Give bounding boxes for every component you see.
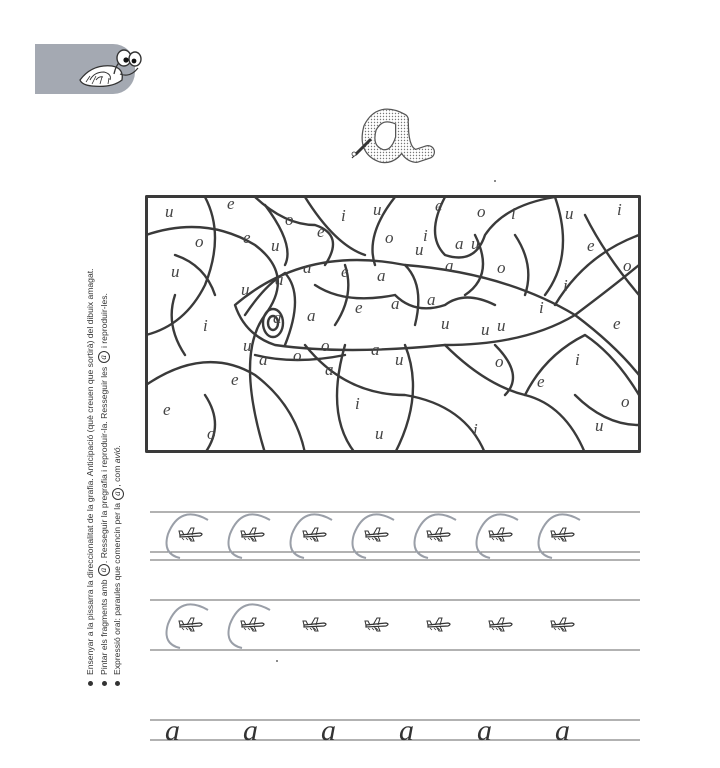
mosaic-letter: o	[477, 202, 486, 221]
mosaic-letter: e	[317, 222, 325, 241]
bullet-icon	[88, 681, 93, 686]
mosaic-letter: o	[497, 258, 506, 277]
mosaic-letter: u	[481, 320, 490, 339]
writing-practice-area	[145, 500, 645, 760]
mosaic-letter: e	[163, 400, 171, 419]
mosaic-letter: u	[415, 240, 424, 259]
mosaic-letter: u	[595, 416, 604, 435]
letter-a-trace-guide	[340, 100, 440, 170]
stray-dot	[494, 180, 496, 182]
mosaic-letter: a	[455, 234, 464, 253]
mosaic-letter: a	[307, 306, 316, 325]
practice-row-3	[165, 714, 570, 747]
airplane-icon	[365, 528, 388, 541]
airplane-icon	[179, 618, 202, 631]
practice-row-1	[167, 514, 581, 558]
mosaic-letter: e	[341, 262, 349, 281]
mosaic-letter: i	[575, 350, 580, 369]
mosaic-letter: a	[325, 360, 334, 379]
airplane-icon	[303, 528, 326, 541]
airplane-icon	[551, 528, 574, 541]
mosaic-letter: u	[271, 236, 280, 255]
mosaic-letter: o	[293, 346, 302, 365]
mosaic-letter: u	[165, 202, 174, 221]
mosaic-letter: u	[375, 424, 384, 443]
mosaic-letter: o	[623, 256, 632, 275]
airplane-icon	[179, 528, 202, 541]
mosaic-letter: a	[275, 270, 284, 289]
mosaic-letter: i	[511, 204, 516, 223]
bullet-icon	[115, 681, 120, 686]
airplane-icon	[551, 618, 574, 631]
airplane-icon	[427, 528, 450, 541]
mosaic-letter: u	[565, 204, 574, 223]
mosaic-letter: o	[621, 392, 630, 411]
mosaic-letter: e	[587, 236, 595, 255]
mosaic-letter: u	[241, 280, 250, 299]
cursive-letter-a: a	[555, 714, 570, 747]
mosaic-letter: e	[231, 370, 239, 389]
airplane-icon	[489, 528, 512, 541]
airplane-icon	[241, 528, 264, 541]
mosaic-letter: u	[395, 350, 404, 369]
mosaic-letter: e	[227, 195, 235, 213]
circled-letter: a	[98, 351, 110, 363]
snail-icon	[72, 44, 152, 94]
mosaic-letter: i	[203, 316, 208, 335]
practice-row-2	[167, 604, 575, 648]
cursive-letter-a: a	[243, 714, 258, 747]
airplane-icon	[489, 618, 512, 631]
mosaic-letter: a	[259, 350, 268, 369]
instruction-item-3: Expressió oral: paraules que comencin per la a , com avió.	[111, 216, 125, 686]
mosaic-letter: a	[445, 256, 454, 275]
cursive-letter-a: a	[165, 714, 180, 747]
airplane-icon	[241, 618, 264, 631]
airplane-icon	[365, 618, 388, 631]
mosaic-letter: i	[617, 200, 622, 219]
instruction-item-2: Pintar els fragments amb a . Resseguir la pregrafia i reproduir-la. Resseguir les a i reproduir-les.	[98, 216, 112, 686]
cursive-letter-a: a	[477, 714, 492, 747]
bullet-icon	[102, 681, 107, 686]
mosaic-letter: a	[377, 266, 386, 285]
mosaic-letter: i	[341, 206, 346, 225]
mosaic-letter: u	[373, 200, 382, 219]
mosaic-letter: e	[537, 372, 545, 391]
stray-dot	[276, 660, 278, 662]
mosaic-letter: i	[355, 394, 360, 413]
circled-letter: a	[112, 488, 124, 500]
mosaic-letter: o	[321, 336, 330, 355]
instruction-item-1: Ensenyar a la pissarra la direccionalitat de la grafia. Anticipació (què creuen que sortirà) del dibuix amagat.	[84, 216, 98, 686]
cursive-letter-a: a	[321, 714, 336, 747]
teacher-instructions	[84, 216, 125, 686]
mosaic-letter: u	[171, 262, 180, 281]
circled-letter: a	[98, 564, 110, 576]
mosaic-letter: i	[539, 298, 544, 317]
mosaic-letter: e	[435, 196, 443, 215]
mosaic-letter: u	[441, 314, 450, 333]
mosaic-letter: e	[243, 228, 251, 247]
mosaic-letter: u	[497, 316, 506, 335]
mosaic-letter: o	[195, 232, 204, 251]
mosaic-letter: o	[385, 228, 394, 247]
mosaic-letter: a	[427, 290, 436, 309]
mosaic-letter: a	[303, 258, 312, 277]
mosaic-letter: i	[473, 420, 478, 439]
mosaic-letter: e	[613, 314, 621, 333]
mosaic-letter: o	[285, 210, 294, 229]
hidden-picture-mosaic	[145, 195, 641, 453]
mosaic-letter: i	[563, 276, 568, 295]
mosaic-letter: u	[243, 336, 252, 355]
cursive-letter-a: a	[399, 714, 414, 747]
mosaic-letter: a	[273, 308, 282, 327]
airplane-icon	[427, 618, 450, 631]
mosaic-letter: a	[391, 294, 400, 313]
mosaic-letter: i	[423, 226, 428, 245]
mosaic-letter: o	[207, 424, 216, 443]
mosaic-letter: a	[371, 340, 380, 359]
mosaic-letter: u	[471, 234, 480, 253]
mosaic-letter: o	[495, 352, 504, 371]
airplane-icon	[303, 618, 326, 631]
mosaic-letter: e	[355, 298, 363, 317]
